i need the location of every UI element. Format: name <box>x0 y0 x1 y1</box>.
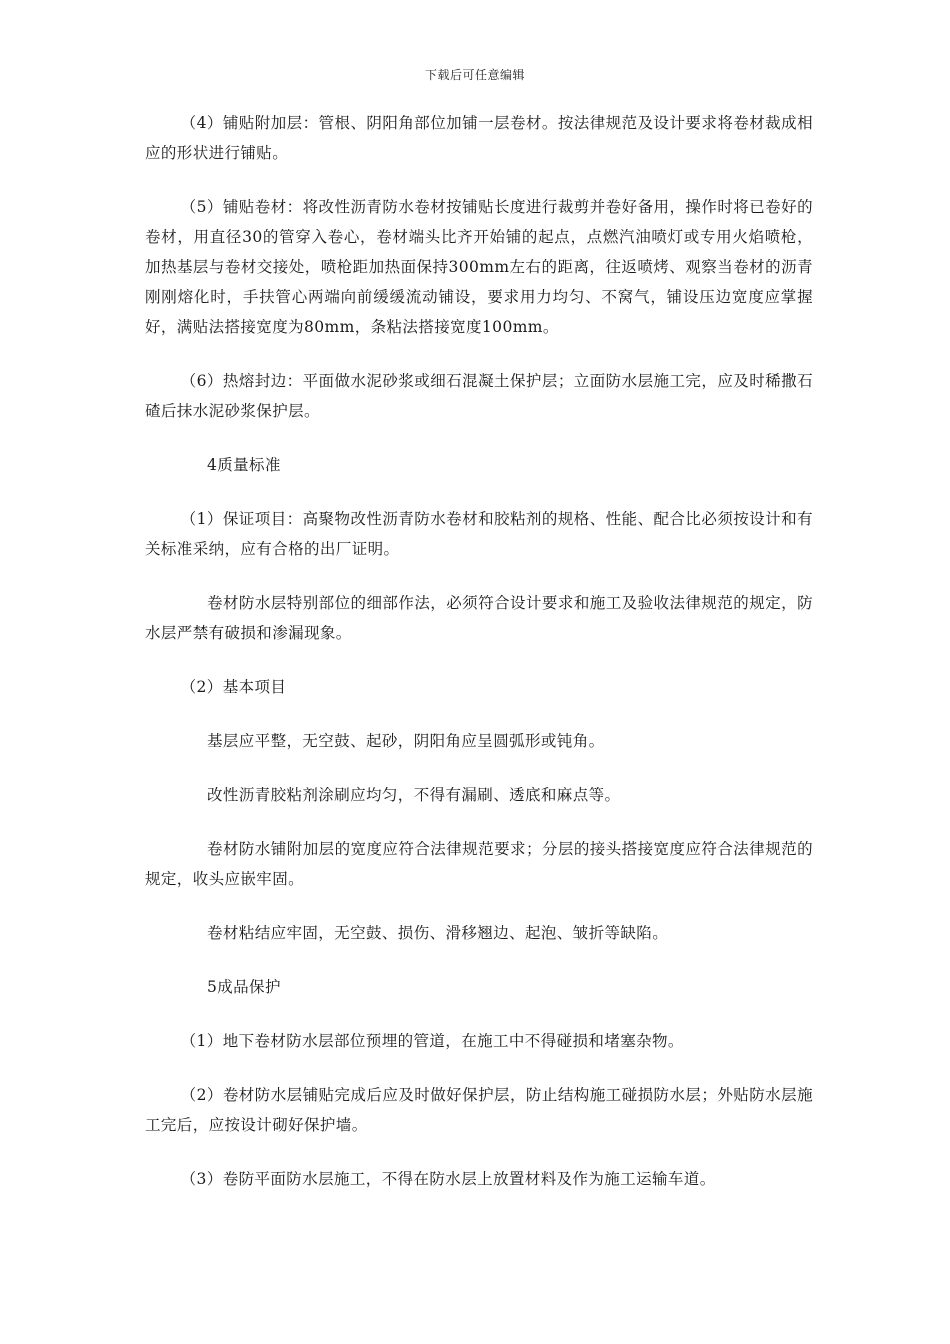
paragraph: 改性沥青胶粘剂涂刷应均匀，不得有漏刷、透底和麻点等。 <box>207 786 621 804</box>
paragraph: （5）铺贴卷材：将改性沥青防水卷材按铺贴长度进行裁剪并卷好备用，操作时将已卷好的卷材，用直径30的管穿入卷心，卷材端头比齐开始铺的起点，点燃汽油喷灯或专用火焰喷枪，加热基层与卷材交接处，喷枪距加热面保持300mm左右的距离，往返喷烤、观察当卷材的沥青刚刚熔化时，手扶管心两端向前缓缓流动铺设，要求用力均匀、不窝气，铺设压边宽度应掌握好，满贴法搭接宽度为80mm，条粘法搭接宽度100mm。 <box>145 198 813 336</box>
paragraph: （3）卷防平面防水层施工，不得在防水层上放置材料及作为施工运输车道。 <box>180 1170 716 1188</box>
paragraph: 卷材防水层特别部位的细部作法，必须符合设计要求和施工及验收法律规范的规定，防水层严禁有破损和渗漏现象。 <box>145 594 813 642</box>
section-heading: 4质量标准 <box>207 456 281 474</box>
sub-heading: （2）基本项目 <box>180 678 287 696</box>
paragraph: （6）热熔封边：平面做水泥砂浆或细石混凝土保护层；立面防水层施工完，应及时稀撒石碴后抹水泥砂浆保护层。 <box>145 372 813 420</box>
section-heading: 5成品保护 <box>207 978 281 996</box>
paragraph: 卷材粘结应牢固，无空鼓、损伤、滑移翘边、起泡、皱折等缺陷。 <box>207 924 669 942</box>
paragraph: （4）铺贴附加层：管根、阴阳角部位加铺一层卷材。按法律规范及设计要求将卷材裁成相应的形状进行铺贴。 <box>145 114 813 162</box>
paragraph: （1）保证项目：高聚物改性沥青防水卷材和胶粘剂的规格、性能、配合比必须按设计和有关标准采纳，应有合格的出厂证明。 <box>145 510 813 558</box>
header-note: 下载后可任意编辑 <box>424 68 525 82</box>
paragraph: （1）地下卷材防水层部位预埋的管道，在施工中不得碰损和堵塞杂物。 <box>180 1032 684 1050</box>
paragraph: （2）卷材防水层铺贴完成后应及时做好保护层，防止结构施工碰损防水层；外贴防水层施工完后，应按设计砌好保护墙。 <box>145 1086 813 1134</box>
paragraph: 卷材防水铺附加层的宽度应符合法律规范要求；分层的接头搭接宽度应符合法律规范的规定，收头应嵌牢固。 <box>145 840 813 888</box>
document-body <box>145 108 813 1218</box>
paragraph: 基层应平整，无空鼓、起砂，阴阳角应呈圆弧形或钝角。 <box>207 732 605 750</box>
